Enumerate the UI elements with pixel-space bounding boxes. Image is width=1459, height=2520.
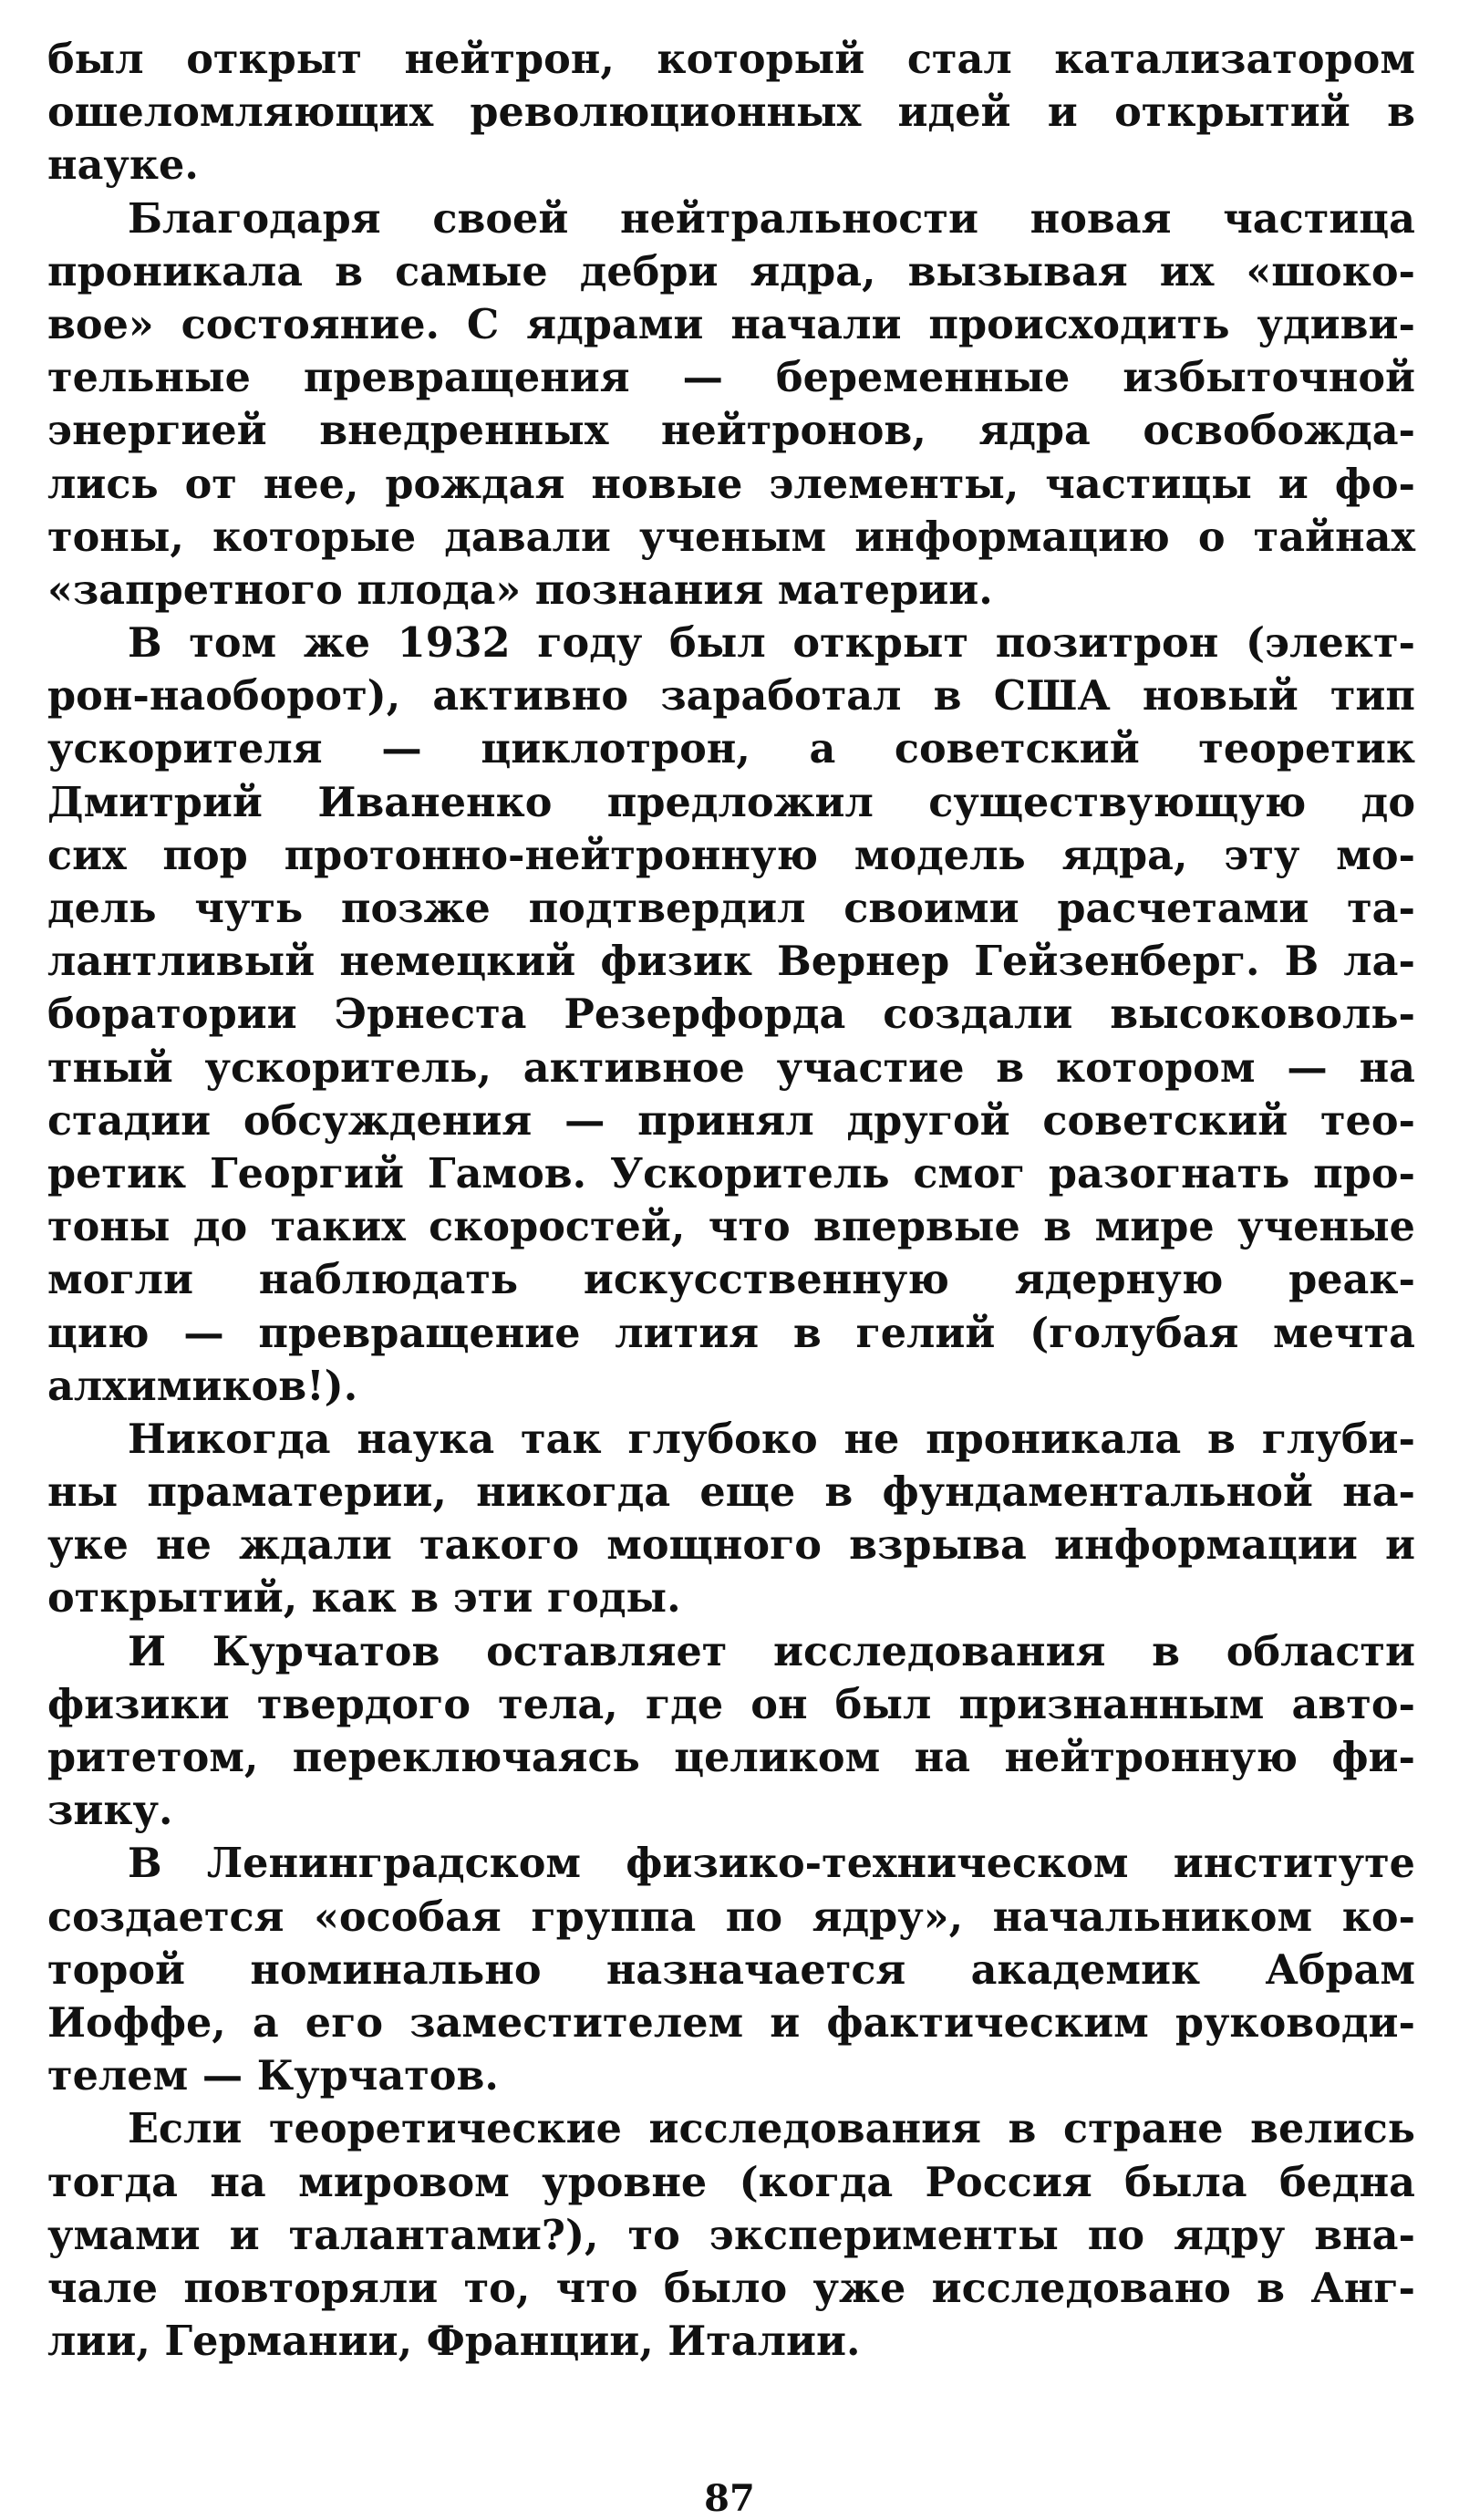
text-line: проникала в самые дебри ядра, вызывая их «шоко- <box>47 247 1415 296</box>
text-line: рон-наоборот), активно заработал в США новый тип <box>47 672 1415 721</box>
text-line: тоны, которые давали ученым информацию о тайнах <box>47 513 1415 561</box>
text-line: тный ускоритель, активное участие в котором — на <box>47 1043 1415 1092</box>
text-line: В том же 1932 году был открыт позитрон (элект- <box>128 619 1415 668</box>
text-line: Если теоретические исследования в стране велись <box>128 2105 1415 2153</box>
text-line: физики твердого тела, где он был признанным авто- <box>47 1680 1415 1728</box>
text-line: лись от нее, рождая новые элементы, частицы и фо- <box>47 460 1415 508</box>
text-line: Дмитрий Иваненко предложил существующую до <box>47 778 1415 826</box>
text-line: И Курчатов оставляет исследования в области <box>128 1627 1415 1675</box>
text-line: уке не ждали такого мощного взрыва информации и <box>47 1521 1415 1570</box>
text-line: зику. <box>47 1787 173 1835</box>
text-line: энергией внедренных нейтронов, ядра освобожда- <box>47 407 1415 455</box>
text-line: Иоффе, а его заместителем и фактическим руководи- <box>47 1998 1415 2047</box>
text-line: ретик Георгий Гамов. Ускоритель смог разогнать про- <box>47 1149 1415 1198</box>
text-line: торой номинально назначается академик Абрам <box>47 1945 1415 1994</box>
text-line: ускорителя — циклотрон, а советский теоретик <box>47 725 1415 773</box>
text-line: создается «особая группа по ядру», начальником ко- <box>47 1893 1415 1941</box>
text-line: Никогда наука так глубоко не проникала в глуби- <box>128 1415 1415 1463</box>
text-line: науке. <box>47 141 199 190</box>
text-line: боратории Эрнеста Резерфорда создали высоковоль- <box>47 990 1415 1039</box>
text-line: цию — превращение лития в гелий (голубая мечта <box>47 1309 1415 1357</box>
text-line: ошеломляющих революционных идей и открытий в <box>47 88 1415 137</box>
text-line: тогда на мировом уровне (когда Россия была бедна <box>47 2158 1415 2206</box>
text-line: В Ленинградском физико-техническом институте <box>128 1840 1415 1888</box>
text-line: вое» состояние. С ядрами начали происходить удиви- <box>47 300 1415 348</box>
text-line: тоны до таких скоростей, что впервые в мире ученые <box>47 1203 1415 1251</box>
text-line: алхимиков!). <box>47 1362 358 1410</box>
text-line: лантливый немецкий физик Вернер Гейзенберг. В ла- <box>47 938 1415 986</box>
body-text <box>47 33 1415 2368</box>
text-line: умами и талантами?), то эксперименты по ядру вна- <box>47 2211 1415 2259</box>
text-line: ны праматерии, никогда еще в фундаментальной на- <box>47 1468 1415 1517</box>
text-line: телем — Курчатов. <box>47 2052 499 2100</box>
text-line: открытий, как в эти годы. <box>47 1574 681 1623</box>
text-line: Благодаря своей нейтральности новая частица <box>128 194 1415 243</box>
text-line: тельные превращения — беременные избыточной <box>47 354 1415 402</box>
text-line: могли наблюдать искусственную ядерную реак- <box>47 1256 1415 1304</box>
text-line: лии, Германии, Франции, Италии. <box>47 2318 861 2366</box>
text-line: был открыт нейтрон, который стал катализатором <box>47 36 1415 83</box>
text-line: стадии обсуждения — принял другой советский тео- <box>47 1096 1415 1145</box>
text-line: «запретного плода» познания материи. <box>47 565 993 614</box>
text-line: сих пор протонно-нейтронную модель ядра, эту мо- <box>47 831 1415 879</box>
page-number: 87 <box>704 2477 755 2520</box>
text-line: дель чуть позже подтвердил своими расчетами та- <box>47 885 1415 932</box>
text-line: ритетом, переключаясь целиком на нейтронную фи- <box>47 1734 1415 1781</box>
text-line: чале повторяли то, что было уже исследовано в Анг- <box>47 2264 1415 2312</box>
